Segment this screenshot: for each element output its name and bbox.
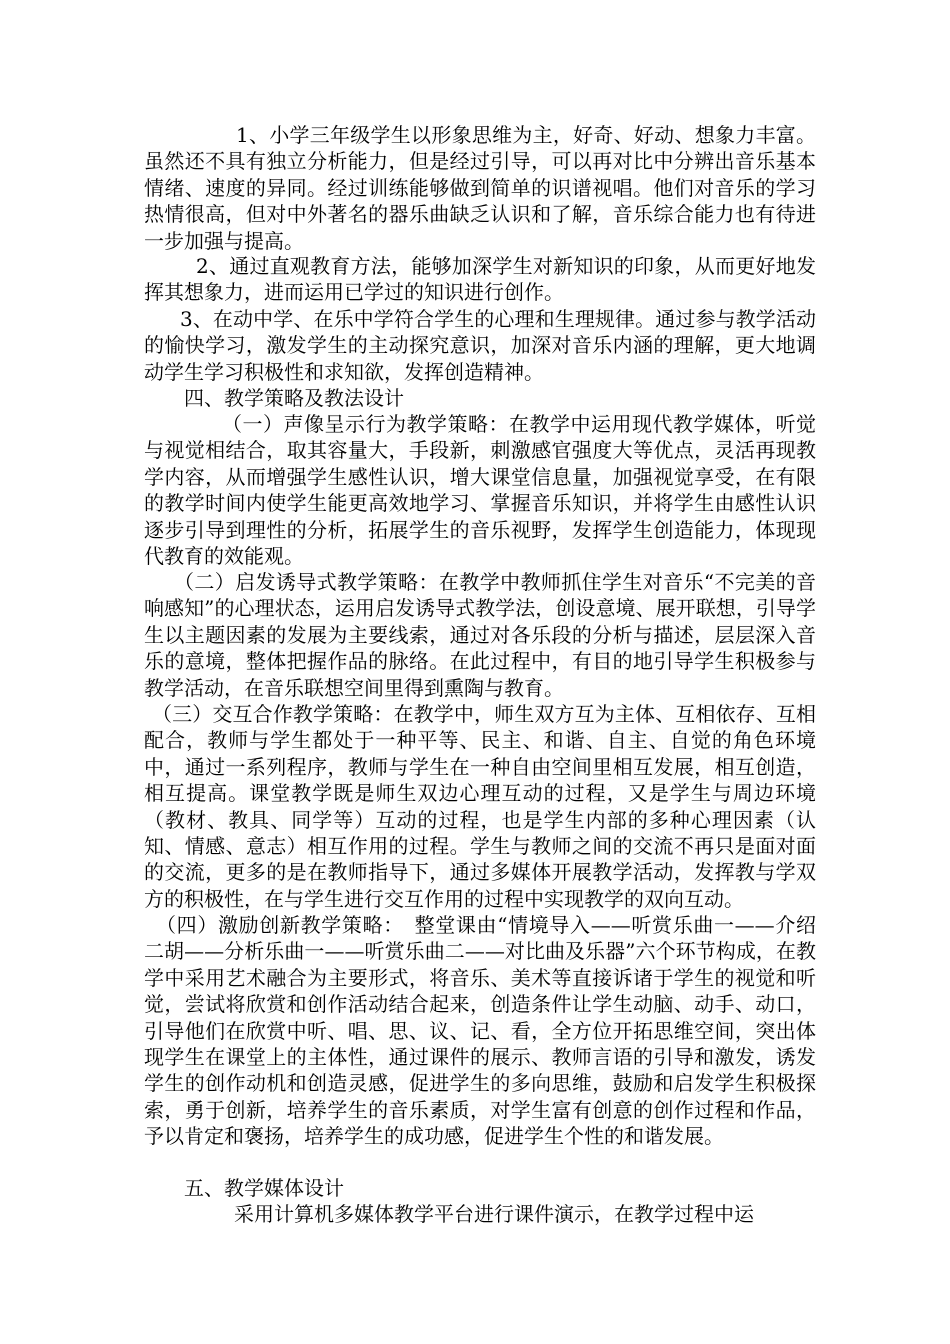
paragraph-strategy-4: （四）激励创新教学策略： 整堂课由“情境导入——听赏乐曲一——介绍二胡——分析乐曲一——听赏乐曲二——对比曲及乐器”六个环节构成，在教学中采用艺术融合为主要形式，将音乐、美术等直接诉诸于学生的视觉和听觉，尝试将欣赏和创作活动结合起来，创造条件让学生动脑、动手、动口，引导他们在欣赏中听、唱、思、议、记、看，全方位开拓思维空间，突出体现学生在课堂上的主体性，通过课件的展示、教师言语的引导和激发，诱发学生的创作动机和创造灵感，促进学生的多向思维，鼓励和启发学生积极探索，勇于创新，培养学生的音乐素质，对学生富有创意的创作过程和作品，予以肯定和褒扬，培养学生的成功感，促进学生个性的和谐发展。: [144, 913, 816, 1149]
paragraph-strategy-3: （三）交互合作教学策略：在教学中，师生双方互为主体、互相依存、互相配合，教师与学生都处于一种平等、民主、和谐、自主、自觉的角色环境中，通过一系列程序，教师与学生在一种自由空间里相互发展，相互创造，相互提高。课堂教学既是师生双边心理互动的过程，又是学生与周边环境（教材、教具、同学等）互动的过程，也是学生内部的多种心理因素（认知、情感、意志）相互作用的过程。学生与教师之间的交流不再只是面对面的交流，更多的是在教师指导下，通过多媒体开展教学活动，发挥教与学双方的积极性，在与学生进行交互作用的过程中实现教学的双向互动。: [144, 702, 816, 911]
paragraph-strategy-1: （一）声像呈示行为教学策略：在教学中运用现代教学媒体，听觉与视觉相结合，取其容量大，手段新，刺激感官强度大等优点，灵活再现教学内容，从而增强学生感性认识，增大课堂信息量，加强视觉享受，在有限的教学时间内使学生能更高效地学习、掌握音乐知识，并将学生由感性认识逐步引导到理性的分析，拓展学生的音乐视野，发挥学生创造能力，体现现代教育的效能观。: [144, 412, 816, 569]
paragraph-media-design: 采用计算机多媒体教学平台进行课件演示，在教学过程中运: [234, 1202, 754, 1226]
paragraph-student-analysis-1: 1、小学三年级学生以形象思维为主，好奇、好动、想象力丰富。虽然还不具有独立分析能力，但是经过引导，可以再对比中分辨出音乐基本情绪、速度的异同。经过训练能够做到简单的识谱视唱。他们对音乐的学习热情很高，但对中外著名的器乐曲缺乏认识和了解，音乐综合能力也有待进一步加强与提高。: [144, 123, 816, 253]
section-heading-teaching-strategy: 四、教学策略及教法设计: [184, 386, 404, 410]
paragraph-strategy-2: （二）启发诱导式教学策略：在教学中教师抓住学生对音乐“不完美的音响感知”的心理状态，运用启发诱导式教学法，创设意境、展开联想，引导学生以主题因素的发展为主要线索，通过对各乐段的分析与描述，层层深入音乐的意境，整体把握作品的脉络。在此过程中，有目的地引导学生积极参与教学活动，在音乐联想空间里得到熏陶与教育。: [144, 570, 816, 700]
paragraph-student-analysis-3: 3、在动中学、在乐中学符合学生的心理和生理规律。通过参与教学活动的愉快学习，激发学生的主动探究意识，加深对音乐内涵的理解，更大地调动学生学习积极性和求知欲，发挥创造精神。: [144, 307, 816, 384]
section-heading-media-design: 五、教学媒体设计: [184, 1176, 344, 1200]
paragraph-student-analysis-2: 2、通过直观教育方法，能够加深学生对新知识的印象，从而更好地发挥其想象力，进而运用已学过的知识进行创作。: [144, 254, 816, 305]
